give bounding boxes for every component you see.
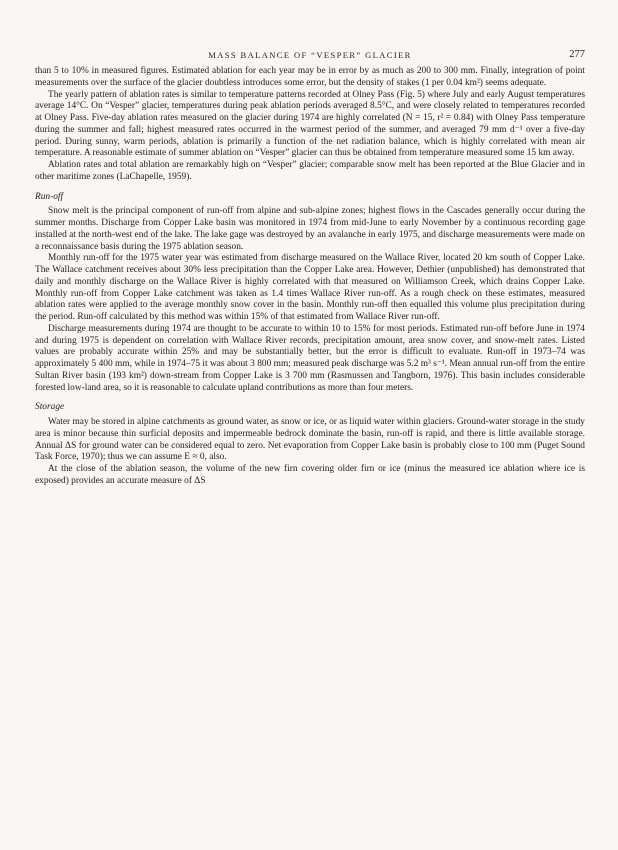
page-header — [35, 50, 585, 66]
paragraph: Ablation rates and total ablation are remarkably high on “Vesper” glacier; comparable snow melt has been reported at the Blue Glacier and in other maritime zones (LaChapelle, 1959). — [35, 160, 585, 182]
running-title: MASS BALANCE OF “VESPER” GLACIER — [208, 50, 412, 60]
section-heading-storage: Storage — [35, 402, 65, 413]
paragraph: Monthly run-off for the 1975 water year was estimated from discharge measured on the Wallace River, located 20 km south of Copper Lake. The Wallace catchment receives about 30% less precipitation than the Copper Lake area. However, Dethier (unpublished) has demonstrated that daily and monthly discharge on the Wallace River is highly correlated with that measured on Williamson Creek, which drains Copper Lake. Monthly run-off from Copper Lake catchment was taken as 1.4 times Wallace River run-off. As a rough check on these estimates, measured ablation rates were applied to the average monthly snow cover in the basin. Monthly run-off then equalled this volume plus precipitation during the period. Run-off calculated by this method was within 15% of that estimated from Wallace River run-off. — [35, 253, 585, 322]
paragraph: Snow melt is the principal component of run-off from alpine and sub-alpine zones; highest flows in the Cascades generally occur during the summer months. Discharge from Copper Lake basin was monitored in 1974 from mid-June to early November by a continuous recording gage installed at the north-west end of the lake. The lake gage was destroyed by an avalanche in early 1975, and discharge measurements were made on a reconnaissance basis during the 1975 ablation season. — [35, 206, 585, 252]
paragraph: than 5 to 10% in measured figures. Estimated ablation for each year may be in error by as much as 200 to 300 mm. Finally, integration of point measurements over the surface of the glacier doubtless introduces some error, but the density of stakes (1 per 0.04 km²) seems adequate. — [35, 66, 585, 88]
article-body — [35, 66, 585, 488]
paragraph: Water may be stored in alpine catchments as ground water, as snow or ice, or as liquid water within glaciers. Ground-water storage in the study area is minor because thin surficial deposits and impermeable bedrock dominate the basin, run-off is rapid, and there is little available storage. Annual ΔS for ground water can be considered equal to zero. Net evaporation from Copper Lake basin is probably close to 100 mm (Puget Sound Task Force, 1970); thus we can assume E ≈ 0, also. — [35, 417, 585, 463]
section-heading-runoff: Run-off — [35, 191, 64, 202]
paragraph: At the close of the ablation season, the volume of the new firn covering older firn or ice (minus the measured ice ablation where ice is exposed) provides an accurate measure of ΔS — [35, 464, 585, 486]
paragraph: The yearly pattern of ablation rates is similar to temperature patterns recorded at Olney Pass (Fig. 5) where July and early August temperatures average 14°C. On “Vesper” glacier, temperatures during peak ablation periods averaged 8.5°C, and were closely related to temperatures recorded at Olney Pass. Five-day ablation rates measured on the glacier during 1974 are highly correlated (N = 15, r² = 0.84) with Olney Pass temperature during the summer and fall; highest measured rates occurred in the warmest period of the summer, and averaged 79 mm d⁻¹ over a five-day period. During sunny, warm periods, ablation is primarily a function of the net radiation balance, which is highly correlated with mean air temperature. A reasonable estimate of summer ablation on “Vesper” glacier can thus be obtained from temperature measured some 15 km away. — [35, 89, 585, 159]
page-number: 277 — [569, 49, 585, 60]
paragraph: Discharge measurements during 1974 are thought to be accurate to within 10 to 15% for most periods. Estimated run-off before June in 1974 and during 1975 is dependent on correlation with Wallace River records, precipitation amount, area snow cover, and snow-melt rates. Listed values are probably accurate within 25% and may be substantially better, but the error is difficult to evaluate. Run-off in 1973–74 was approximately 5 400 mm, while in 1974–75 it was about 3 800 mm; measured peak discharge was 5.2 m³ s⁻¹. Mean annual run-off from the entire Sultan River basin (193 km²) down-stream from Copper Lake is 3 700 mm (Rasmussen and Tangborn, 1976). This basin includes considerable forested low-land area, so it is reasonable to calculate upland contributions as more than four meters. — [35, 323, 585, 393]
